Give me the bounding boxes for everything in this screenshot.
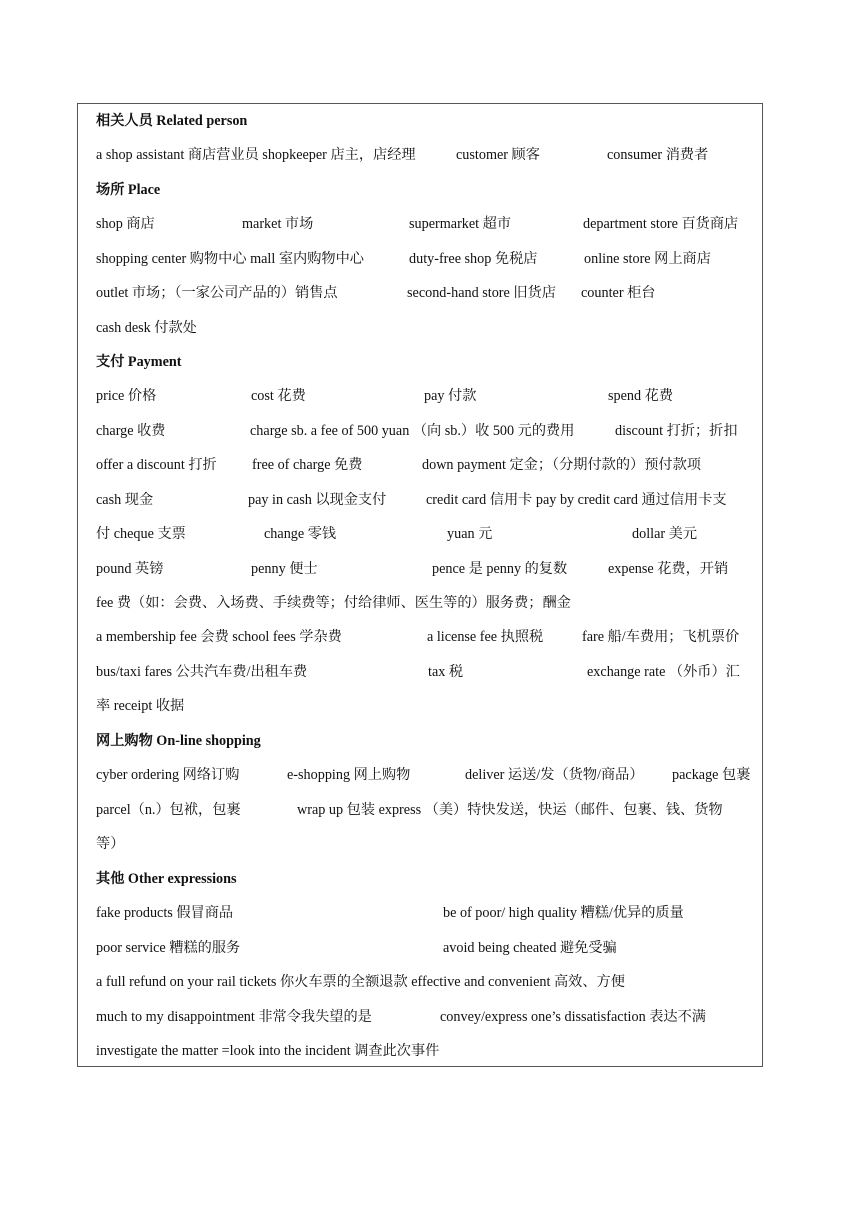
vocab-entry: dollar 美元: [632, 526, 698, 542]
vocab-entry: online store 网上商店: [584, 251, 711, 267]
vocab-entry: avoid being cheated 避免受骗: [443, 940, 617, 956]
vocab-entry: 率 receipt 收据: [96, 698, 185, 714]
other-line-5: [96, 1041, 760, 1061]
vocab-entry: market 市场: [242, 216, 314, 232]
payment-line-5: [96, 524, 760, 544]
place-line-2: [96, 249, 760, 269]
vocab-entry: e-shopping 网上购物: [287, 767, 411, 783]
vocab-entry: fee 费（如：会费、入场费、手续费等；付给律师、医生等的）服务费；酬金: [96, 595, 571, 611]
vocab-entry: offer a discount 打折: [96, 457, 217, 473]
heading-text: 其他 Other expressions: [96, 871, 237, 887]
payment-line-2: [96, 421, 760, 441]
vocab-entry: cost 花费: [251, 388, 306, 404]
place-line-1: [96, 214, 760, 234]
heading-text: 相关人员 Related person: [96, 113, 248, 129]
vocab-entry: pence 是 penny 的复数: [432, 561, 568, 577]
section-heading-online-shopping: [96, 731, 760, 751]
vocab-entry: much to my disappointment 非常令我失望的是: [96, 1009, 372, 1025]
vocab-entry: consumer 消费者: [607, 147, 709, 163]
vocab-entry: yuan 元: [447, 526, 493, 542]
vocab-entry: penny 便士: [251, 561, 318, 577]
vocab-entry: department store 百货商店: [583, 216, 739, 232]
place-line-4: [96, 318, 760, 338]
place-line-3: [96, 283, 760, 303]
vocab-entry: deliver 运送/发（货物/商品）: [465, 767, 644, 783]
heading-text: 场所 Place: [96, 182, 161, 198]
vocab-entry: free of charge 免费: [252, 457, 363, 473]
payment-line-4: [96, 490, 760, 510]
other-line-1: [96, 903, 760, 923]
other-line-4: [96, 1007, 760, 1027]
vocab-entry: pay in cash 以现金支付: [248, 492, 387, 508]
online-shopping-line-2: [96, 800, 760, 820]
vocab-entry: fake products 假冒商品: [96, 905, 234, 921]
payment-line-6: [96, 559, 760, 579]
vocab-entry: cyber ordering 网络订购: [96, 767, 240, 783]
other-line-3: [96, 972, 760, 992]
section-heading-related-person: [96, 111, 760, 131]
vocab-entry: pay 付款: [424, 388, 477, 404]
vocab-entry: tax 税: [428, 664, 464, 680]
vocab-entry: cash desk 付款处: [96, 320, 197, 336]
vocab-entry: cash 现金: [96, 492, 154, 508]
vocab-entry: a shop assistant 商店营业员 shopkeeper 店主，店经理: [96, 147, 416, 163]
vocab-entry: investigate the matter =look into the incident 调查此次事件: [96, 1043, 440, 1059]
vocab-entry: pound 英镑: [96, 561, 164, 577]
payment-line-8: [96, 627, 760, 647]
vocab-entry: down payment 定金；（分期付款的）预付款项: [422, 457, 701, 473]
payment-line-1: [96, 386, 760, 406]
vocab-entry: second-hand store 旧货店: [407, 285, 556, 301]
vocab-entry: 付 cheque 支票: [96, 526, 186, 542]
vocab-entry: shopping center 购物中心 mall 室内购物中心: [96, 251, 364, 267]
vocab-entry: wrap up 包装 express （美）特快发送，快运（邮件、包裹、钱、货物: [297, 802, 723, 818]
payment-line-7: [96, 593, 760, 613]
vocab-entry: convey/express one’s dissatisfaction 表达不满: [440, 1009, 706, 1025]
vocab-entry: a license fee 执照税: [427, 629, 544, 645]
vocab-entry: credit card 信用卡 pay by credit card 通过信用卡支: [426, 492, 727, 508]
vocab-entry: bus/taxi fares 公共汽车费/出租车费: [96, 664, 308, 680]
online-shopping-line-1: [96, 765, 760, 785]
vocab-entry: fare 船/车费用；飞机票价: [582, 629, 740, 645]
vocab-entry: change 零钱: [264, 526, 337, 542]
vocab-entry: poor service 糟糕的服务: [96, 940, 241, 956]
payment-line-3: [96, 455, 760, 475]
vocab-entry: a membership fee 会费 school fees 学杂费: [96, 629, 342, 645]
vocab-entry: counter 柜台: [581, 285, 656, 301]
vocab-entry: spend 花费: [608, 388, 674, 404]
vocab-entry: a full refund on your rail tickets 你火车票的全额退款 effective and convenient 高效、方便: [96, 974, 625, 990]
vocab-entry: price 价格: [96, 388, 157, 404]
vocab-entry: be of poor/ high quality 糟糕/优异的质量: [443, 905, 684, 921]
online-shopping-line-3: [96, 834, 760, 854]
vocab-entry: charge sb. a fee of 500 yuan （向 sb.）收 500 元的费用: [250, 423, 575, 439]
vocab-entry: 等）: [96, 836, 125, 852]
vocab-entry: package 包裹: [672, 767, 751, 783]
vocab-entry: exchange rate （外币）汇: [587, 664, 740, 680]
section-heading-payment: [96, 352, 760, 372]
vocab-entry: parcel（n.）包袱，包裹: [96, 802, 241, 818]
vocab-entry: supermarket 超市: [409, 216, 512, 232]
payment-line-9: [96, 662, 760, 682]
heading-text: 支付 Payment: [96, 354, 182, 370]
heading-text: 网上购物 On-line shopping: [96, 733, 261, 749]
vocab-entry: discount 打折；折扣: [615, 423, 738, 439]
vocab-entry: shop 商店: [96, 216, 155, 232]
vocab-entry: expense 花费，开销: [608, 561, 729, 577]
section-heading-other-expressions: [96, 869, 760, 889]
other-line-2: [96, 938, 760, 958]
vocab-entry: charge 收费: [96, 423, 166, 439]
vocab-entry: customer 顾客: [456, 147, 540, 163]
vocab-entry: outlet 市场；（一家公司产品的）销售点: [96, 285, 338, 301]
vocab-entry: duty-free shop 免税店: [409, 251, 538, 267]
payment-line-10: [96, 696, 760, 716]
related-person-line-1: [96, 145, 760, 165]
section-heading-place: [96, 180, 760, 200]
